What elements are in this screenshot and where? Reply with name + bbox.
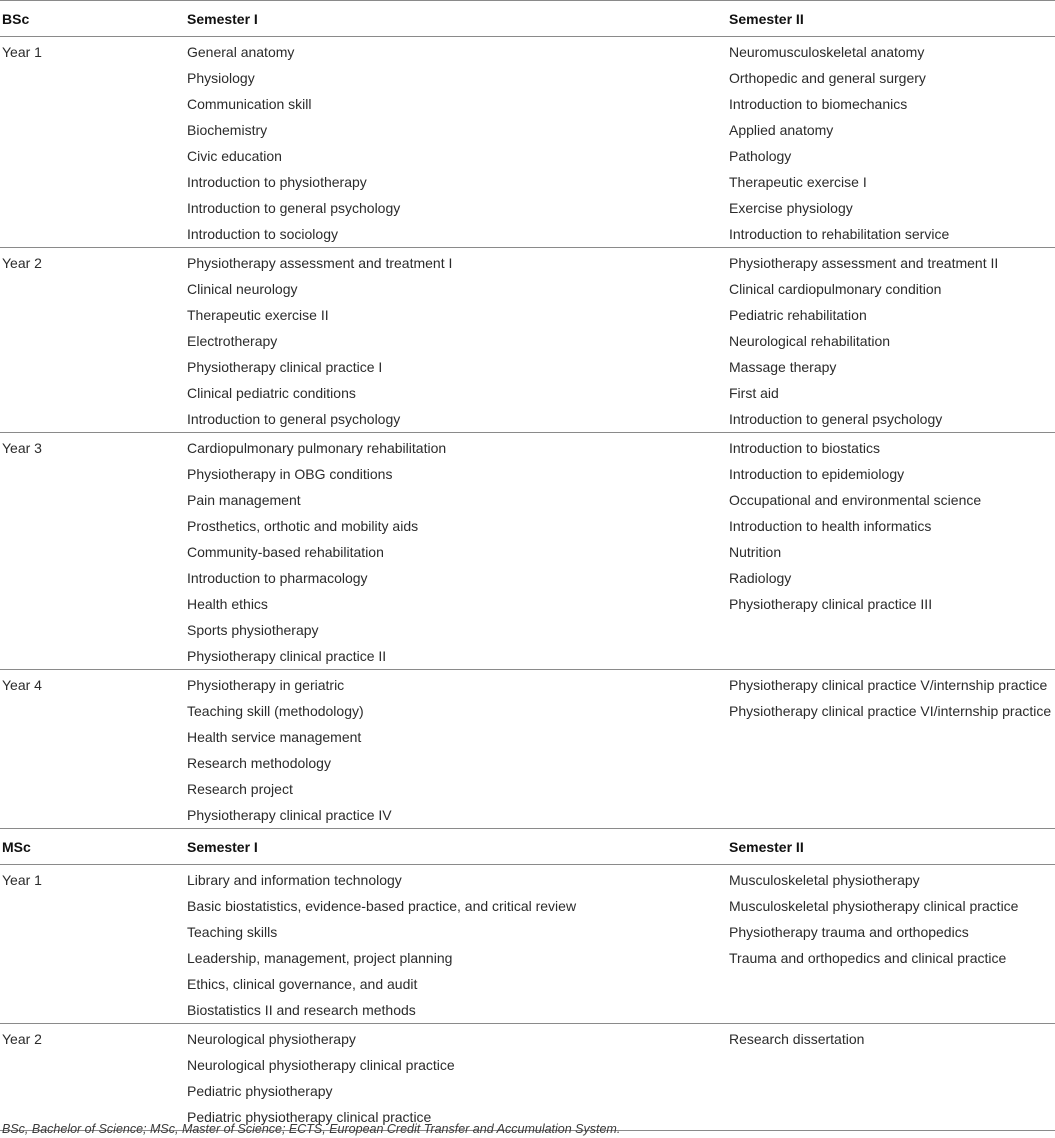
semester2-course: Introduction to health informatics xyxy=(729,518,932,534)
table-row xyxy=(0,1024,1055,1053)
year-label xyxy=(0,276,187,302)
semester2-course xyxy=(729,724,1055,750)
table-row xyxy=(0,169,1055,195)
year-label: Year 4 xyxy=(0,670,187,699)
semester1-course: Physiotherapy in geriatric xyxy=(187,670,729,699)
table-row xyxy=(0,539,1055,565)
semester1-course: Clinical neurology xyxy=(187,281,298,297)
semester2-course: Musculoskeletal physiotherapy xyxy=(729,865,1055,894)
table-body xyxy=(0,1,1055,1131)
semester1-course: Teaching skill (methodology) xyxy=(187,703,364,719)
semester1-course: Communication skill xyxy=(187,96,312,112)
semester1-course: Introduction to general psychology xyxy=(187,411,401,427)
semester2-course: Physiotherapy clinical practice V/internship practice xyxy=(729,670,1055,699)
semester1-heading: Semester I xyxy=(187,829,729,865)
semester1-course: Physiology xyxy=(187,70,255,86)
year-label xyxy=(0,354,187,380)
semester2-course: Occupational and environmental science xyxy=(729,492,982,508)
year-label: Year 3 xyxy=(0,433,187,462)
semester1-course: Neurological physiotherapy xyxy=(187,1024,729,1053)
table-row xyxy=(0,380,1055,406)
year-label xyxy=(0,893,187,919)
semester2-course: Therapeutic exercise I xyxy=(729,174,867,190)
table-row xyxy=(0,487,1055,513)
table-row xyxy=(0,1052,1055,1078)
semester2-course: Exercise physiology xyxy=(729,200,853,216)
year-label xyxy=(0,195,187,221)
year-label xyxy=(0,565,187,591)
semester2-course: Neuromusculoskeletal anatomy xyxy=(729,37,1055,66)
program-name: BSc xyxy=(0,1,187,37)
table-row xyxy=(0,276,1055,302)
year-label xyxy=(0,945,187,971)
table-row xyxy=(0,143,1055,169)
semester1-course: Physiotherapy clinical practice IV xyxy=(187,807,392,823)
semester2-course: Physiotherapy trauma and orthopedics xyxy=(729,924,969,940)
year-label xyxy=(0,591,187,617)
semester1-course: Pediatric physiotherapy xyxy=(187,1083,333,1099)
semester1-course: Physiotherapy in OBG conditions xyxy=(187,466,393,482)
semester1-course: Pain management xyxy=(187,492,301,508)
semester2-course xyxy=(729,776,1055,802)
semester1-course: Biostatistics II and research methods xyxy=(187,1002,416,1018)
table-row xyxy=(0,91,1055,117)
table-row xyxy=(0,302,1055,328)
table-row xyxy=(0,117,1055,143)
semester2-course: Introduction to biostatics xyxy=(729,433,1055,462)
year-label xyxy=(0,776,187,802)
table-row xyxy=(0,248,1055,277)
semester1-course: Pediatric physiotherapy clinical practice xyxy=(187,1104,729,1131)
semester1-course: Ethics, clinical governance, and audit xyxy=(187,976,418,992)
table-row xyxy=(0,802,1055,829)
table-row xyxy=(0,971,1055,997)
semester2-course xyxy=(729,617,1055,643)
semester2-course xyxy=(729,1104,1055,1131)
semester1-course: Research project xyxy=(187,781,293,797)
table-row xyxy=(0,776,1055,802)
semester1-course: Leadership, management, project planning xyxy=(187,950,453,966)
table-row xyxy=(0,617,1055,643)
year-label xyxy=(0,487,187,513)
semester2-heading: Semester II xyxy=(729,1,1055,37)
semester1-course: Therapeutic exercise II xyxy=(187,307,329,323)
year-label xyxy=(0,750,187,776)
table-row xyxy=(0,750,1055,776)
year-label xyxy=(0,539,187,565)
year-label xyxy=(0,802,187,829)
semester1-course: Physiotherapy clinical practice II xyxy=(187,648,387,664)
table-row xyxy=(0,406,1055,433)
table-row xyxy=(0,221,1055,248)
year-label xyxy=(0,117,187,143)
semester1-course: Introduction to pharmacology xyxy=(187,570,368,586)
semester1-course: Neurological physiotherapy clinical practice xyxy=(187,1057,455,1073)
table-row xyxy=(0,865,1055,894)
semester2-course: First aid xyxy=(729,385,779,401)
year-label xyxy=(0,221,187,248)
semester2-course xyxy=(729,802,1055,829)
year-label: Year 2 xyxy=(0,248,187,277)
year-label: Year 1 xyxy=(0,37,187,66)
table-row xyxy=(0,433,1055,462)
table-row xyxy=(0,461,1055,487)
table-row xyxy=(0,997,1055,1024)
year-label xyxy=(0,724,187,750)
year-label xyxy=(0,919,187,945)
semester1-course: Civic education xyxy=(187,148,282,164)
semester1-course: General anatomy xyxy=(187,37,729,66)
semester2-course: Radiology xyxy=(729,570,792,586)
year-label xyxy=(0,1052,187,1078)
table-row xyxy=(0,37,1055,66)
semester2-course: Introduction to rehabilitation service xyxy=(729,226,950,242)
semester2-course: Massage therapy xyxy=(729,359,837,375)
table-row xyxy=(0,919,1055,945)
semester1-heading: Semester I xyxy=(187,1,729,37)
semester2-course: Applied anatomy xyxy=(729,122,834,138)
table-row xyxy=(0,670,1055,699)
semester1-course: Prosthetics, orthotic and mobility aids xyxy=(187,518,419,534)
table-row xyxy=(0,724,1055,750)
semester2-course: Musculoskeletal physiotherapy clinical practice xyxy=(729,898,1019,914)
year-label xyxy=(0,169,187,195)
semester2-course: Clinical cardiopulmonary condition xyxy=(729,281,942,297)
table-row xyxy=(0,565,1055,591)
semester1-course: Biochemistry xyxy=(187,122,268,138)
semester2-course: Introduction to general psychology xyxy=(729,411,943,427)
year-label xyxy=(0,302,187,328)
semester1-course: Introduction to physiotherapy xyxy=(187,174,367,190)
year-label xyxy=(0,91,187,117)
year-label xyxy=(0,997,187,1024)
semester2-course: Pathology xyxy=(729,148,792,164)
program-header-row xyxy=(0,1,1055,37)
semester2-course: Physiotherapy assessment and treatment II xyxy=(729,248,1055,277)
semester1-course: Health ethics xyxy=(187,596,268,612)
semester2-heading: Semester II xyxy=(729,829,1055,865)
semester2-course: Physiotherapy clinical practice VI/internship practice xyxy=(729,703,1052,719)
year-label xyxy=(0,698,187,724)
semester2-course xyxy=(729,750,1055,776)
semester2-course: Introduction to biomechanics xyxy=(729,96,908,112)
table-row xyxy=(0,65,1055,91)
semester2-course xyxy=(729,971,1055,997)
table-footnote: BSc, Bachelor of Science; MSc, Master of Science; ECTS, European Credit Transfer and Accumulation System. xyxy=(2,1122,621,1136)
semester2-course xyxy=(729,643,1055,670)
semester1-course: Clinical pediatric conditions xyxy=(187,385,356,401)
table-row xyxy=(0,328,1055,354)
semester1-course: Physiotherapy clinical practice I xyxy=(187,359,383,375)
table-row xyxy=(0,513,1055,539)
semester1-course: Sports physiotherapy xyxy=(187,622,319,638)
semester1-course: Basic biostatistics, evidence-based practice, and critical review xyxy=(187,898,577,914)
semester2-course: Trauma and orthopedics and clinical practice xyxy=(729,950,1007,966)
program-name: MSc xyxy=(0,829,187,865)
year-label xyxy=(0,617,187,643)
semester1-course: Introduction to sociology xyxy=(187,226,338,242)
year-label xyxy=(0,380,187,406)
semester1-course: Physiotherapy assessment and treatment I xyxy=(187,248,729,277)
semester2-course: Pediatric rehabilitation xyxy=(729,307,867,323)
table-row xyxy=(0,195,1055,221)
table-row xyxy=(0,893,1055,919)
year-label xyxy=(0,643,187,670)
semester1-course: Library and information technology xyxy=(187,865,729,894)
table-row xyxy=(0,354,1055,380)
year-label xyxy=(0,406,187,433)
semester2-course xyxy=(729,1078,1055,1104)
semester1-course: Research methodology xyxy=(187,755,331,771)
semester2-course: Research dissertation xyxy=(729,1024,1055,1053)
table-row xyxy=(0,591,1055,617)
table-row xyxy=(0,1078,1055,1104)
semester2-course: Physiotherapy clinical practice III xyxy=(729,596,933,612)
semester2-course: Neurological rehabilitation xyxy=(729,333,891,349)
semester2-course xyxy=(729,997,1055,1024)
semester1-course: Introduction to general psychology xyxy=(187,200,401,216)
semester1-course: Health service management xyxy=(187,729,362,745)
semester2-course: Orthopedic and general surgery xyxy=(729,70,926,86)
year-label xyxy=(0,1078,187,1104)
year-label xyxy=(0,328,187,354)
year-label xyxy=(0,513,187,539)
year-label: Year 1 xyxy=(0,865,187,894)
semester2-course xyxy=(729,1052,1055,1078)
program-header-row xyxy=(0,829,1055,865)
table-row xyxy=(0,945,1055,971)
year-label: Year 2 xyxy=(0,1024,187,1053)
table-row xyxy=(0,643,1055,670)
year-label xyxy=(0,461,187,487)
year-label xyxy=(0,971,187,997)
semester1-course: Electrotherapy xyxy=(187,333,278,349)
semester2-course: Nutrition xyxy=(729,544,782,560)
semester1-course: Community-based rehabilitation xyxy=(187,544,384,560)
table-row xyxy=(0,698,1055,724)
semester2-course: Introduction to epidemiology xyxy=(729,466,905,482)
semester1-course: Teaching skills xyxy=(187,924,278,940)
year-label xyxy=(0,143,187,169)
semester1-course: Cardiopulmonary pulmonary rehabilitation xyxy=(187,433,729,462)
year-label xyxy=(0,65,187,91)
